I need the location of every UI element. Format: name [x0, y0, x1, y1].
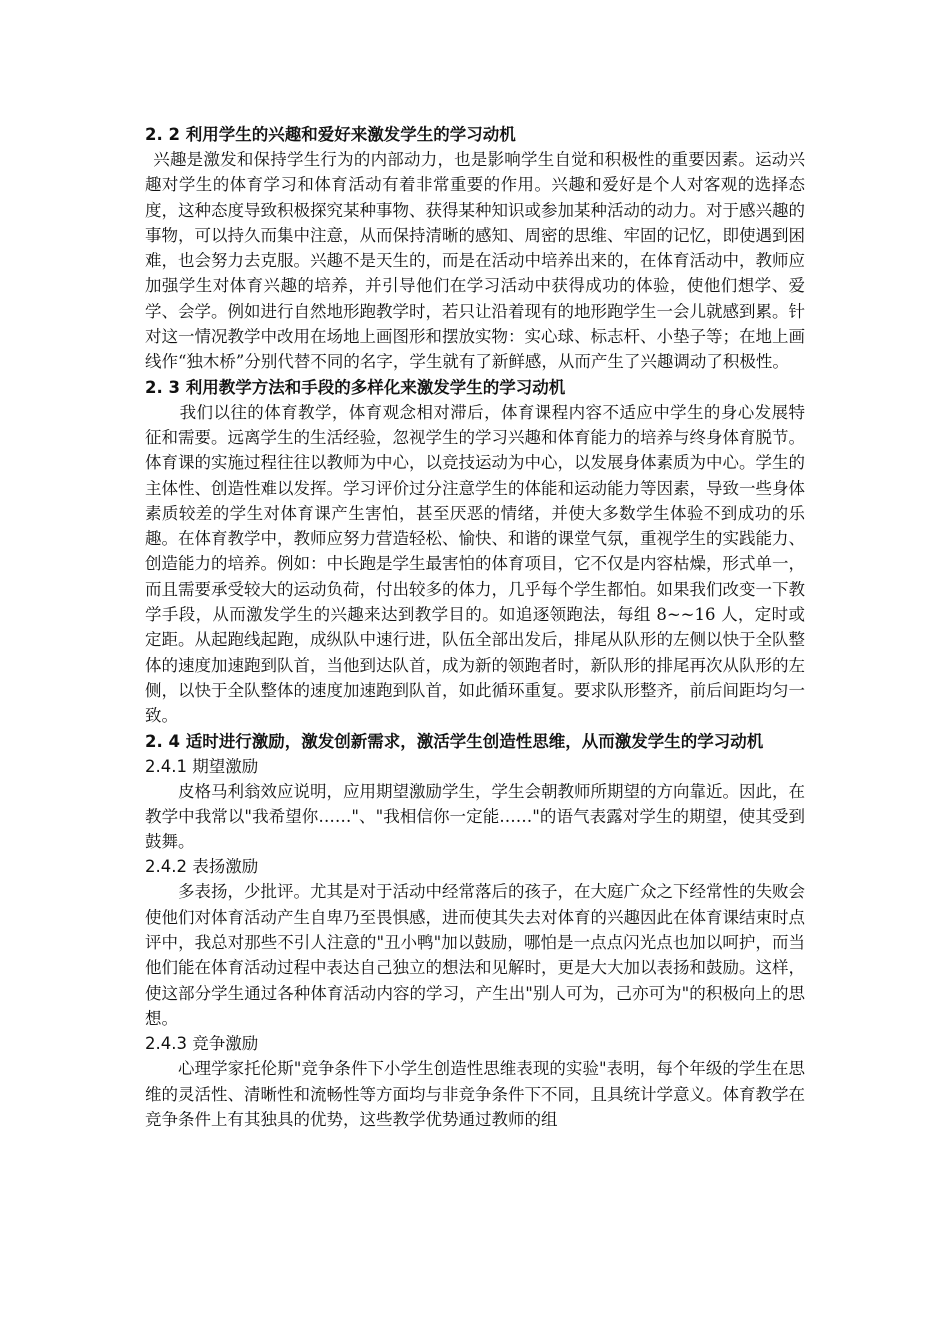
paragraph-2-4-2: 多表扬，少批评。尤其是对于活动中经常落后的孩子，在大庭广众之下经常性的失败会使他们对体育活动产生自卑乃至畏惧感，进而使其失去对体育的兴趣因此在体育课结束时点评中，我总对那些不引人注意的"丑小鸭"加以鼓励，哪怕是一点点闪光点也加以呵护，而当他们能在体育活动过程中表达自己独立的想法和见解时，更是大大加以表扬和鼓励。这样，使这部分学生通过各种体育活动内容的学习，产生出"别人可为，己亦可为"的积极向上的思想。	[145, 882, 805, 1028]
paragraph-2-2: 兴趣是激发和保持学生行为的内部动力，也是影响学生自觉和积极性的重要因素。运动兴趣对学生的体育学习和体育活动有着非常重要的作用。兴趣和爱好是个人对客观的选择态度，这种态度导致积极探究某种事物、获得某种知识或参加某种活动的动力。对于感兴趣的事物，可以持久而集中注意，从而保持清晰的感知、周密的思维、牢固的记忆，即使遇到困难，也会努力去克服。兴趣不是天生的，而是在活动中培养出来的，在体育活动中，教师应加强学生对体育兴趣的培养，并引导他们在学习活动中获得成功的体验，使他们想学、爱学、会学。例如进行自然地形跑教学时，若只让沿着现有的地形跑学生一会儿就感到累。针对这一情况教学中改用在场地上画图形和摆放实物：实心球、标志杆、小垫子等；在地上画线作“独木桥”分别代替不同的名字，学生就有了新鲜感，从而产生了兴趣调动了积极性。	[145, 150, 805, 372]
heading-2-4-1: 2.4.1 期望激励	[145, 756, 259, 776]
heading-2-4: 2. 4 适时进行激励，激发创新需求，激活学生创造性思维，从而激发学生的学习动机	[145, 731, 764, 751]
paragraph-2-3: 我们以往的体育教学，体育观念相对滞后，体育课程内容不适应中学生的身心发展特征和需要。远离学生的生活经验，忽视学生的学习兴趣和体育能力的培养与终身体育脱节。体育课的实施过程往往以教师为中心，以竞技运动为中心，以发展身体素质为中心。学生的主体性、创造性难以发挥。学习评价过分注意学生的体能和运动能力等因素，导致一些身体素质较差的学生对体育课产生害怕，甚至厌恶的情绪，并使大多数学生体验不到成功的乐趣。在体育教学中，教师应努力营造轻松、愉快、和谐的课堂气氛，重视学生的实践能力、创造能力的培养。例如：中长跑是学生最害怕的体育项目，它不仅是内容枯燥，形式单一，而且需要承受较大的运动负荷，付出较多的体力，几乎每个学生都怕。如果我们改变一下教学手段，从而激发学生的兴趣来达到教学目的。如追逐领跑法，每组 8~~16 人，定时或定距。从起跑线起跑，成纵队中速行进，队伍全部出发后，排尾从队形的左侧以快于全队整体的速度加速跑到队首，当他到达队首，成为新的领跑者时，新队形的排尾再次从队形的左侧，以快于全队整体的速度加速跑到队首，如此循环重复。要求队形整齐，前后间距均匀一致。	[145, 402, 805, 726]
paragraph-2-4-3: 心理学家托伦斯"竞争条件下小学生创造性思维表现的实验"表明，每个年级的学生在思维的灵活性、清晰性和流畅性等方面均与非竞争条件下不同，且具统计学意义。体育教学在竞争条件上有其独具的优势，这些教学优势通过教师的组	[145, 1059, 805, 1129]
document-page	[145, 122, 805, 1132]
paragraph-2-4-1: 皮格马利翁效应说明，应用期望激励学生，学生会朝教师所期望的方向靠近。因此，在教学中我常以"我希望你……"、"我相信你一定能……"的语气表露对学生的期望，使其受到鼓舞。	[145, 781, 805, 852]
heading-2-4-3: 2.4.3 竞争激励	[145, 1034, 259, 1054]
heading-2-4-2: 2.4.2 表扬激励	[145, 857, 259, 877]
heading-2-2: 2. 2 利用学生的兴趣和爱好来激发学生的学习动机	[145, 125, 516, 144]
heading-2-3: 2. 3 利用教学方法和手段的多样化来激发学生的学习动机	[145, 377, 566, 397]
